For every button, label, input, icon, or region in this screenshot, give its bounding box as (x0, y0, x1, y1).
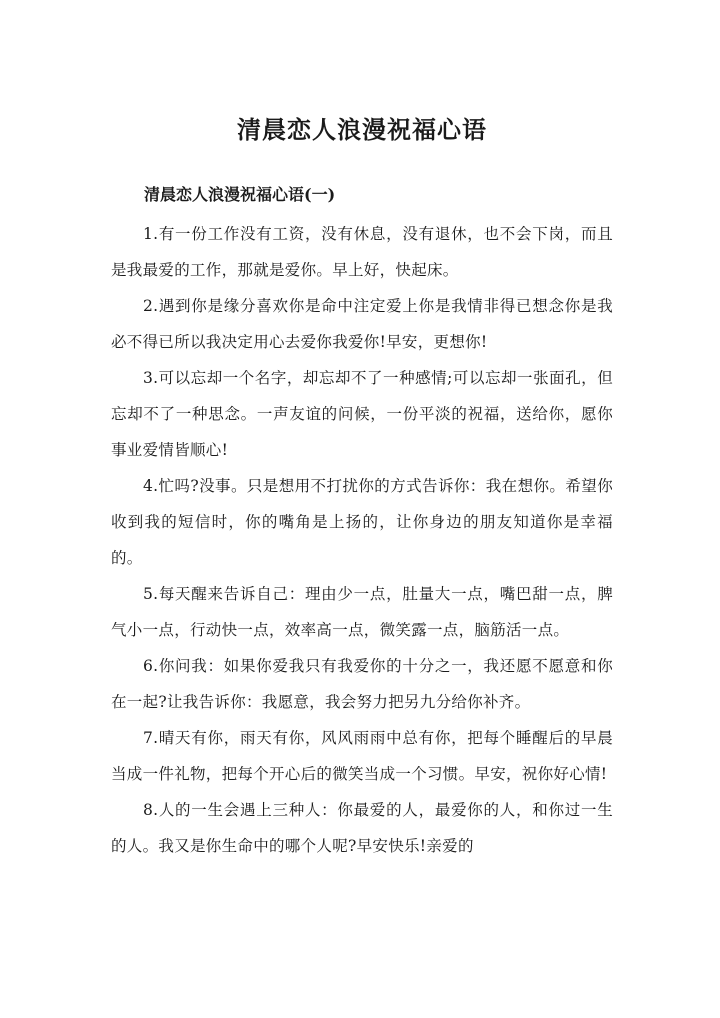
paragraph-8: 8.人的一生会遇上三种人：你最爱的人，最爱你的人，和你过一生的人。我又是你生命中的哪个人呢?早安快乐!亲爱的 (111, 801, 613, 855)
paragraph-6: 6.你问我：如果你爱我只有我爱你的十分之一，我还愿不愿意和你在一起?让我告诉你：我愿意，我会努力把另九分给你补齐。 (111, 657, 613, 711)
section-title: 清晨恋人浪漫祝福心语(一) (144, 185, 336, 204)
paragraph-5: 5.每天醒来告诉自己：理由少一点，肚量大一点，嘴巴甜一点，脾气小一点，行动快一点，效率高一点，微笑露一点，脑筋活一点。 (111, 585, 613, 639)
document-title: 清晨恋人浪漫祝福心语 (237, 115, 487, 144)
paragraph-7: 7.晴天有你，雨天有你，风风雨雨中总有你，把每个睡醒后的早晨当成一件礼物，把每个开心后的微笑当成一个习惯。早安，祝你好心情! (111, 729, 613, 783)
paragraph-4: 4.忙吗?没事。只是想用不打扰你的方式告诉你：我在想你。希望你收到我的短信时，你的嘴角是上扬的，让你身边的朋友知道你是幸福的。 (111, 477, 613, 567)
paragraph-1: 1.有一份工作没有工资，没有休息，没有退休，也不会下岗，而且是我最爱的工作，那就是爱你。早上好，快起床。 (111, 225, 613, 279)
paragraph-2: 2.遇到你是缘分喜欢你是命中注定爱上你是我情非得已想念你是我必不得已所以我决定用心去爱你我爱你!早安，更想你! (111, 297, 613, 351)
paragraph-list (111, 216, 613, 864)
paragraph-3: 3.可以忘却一个名字，却忘却不了一种感情;可以忘却一张面孔，但忘却不了一种思念。一声友谊的问候，一份平淡的祝福，送给你，愿你事业爱情皆顺心! (111, 369, 613, 459)
